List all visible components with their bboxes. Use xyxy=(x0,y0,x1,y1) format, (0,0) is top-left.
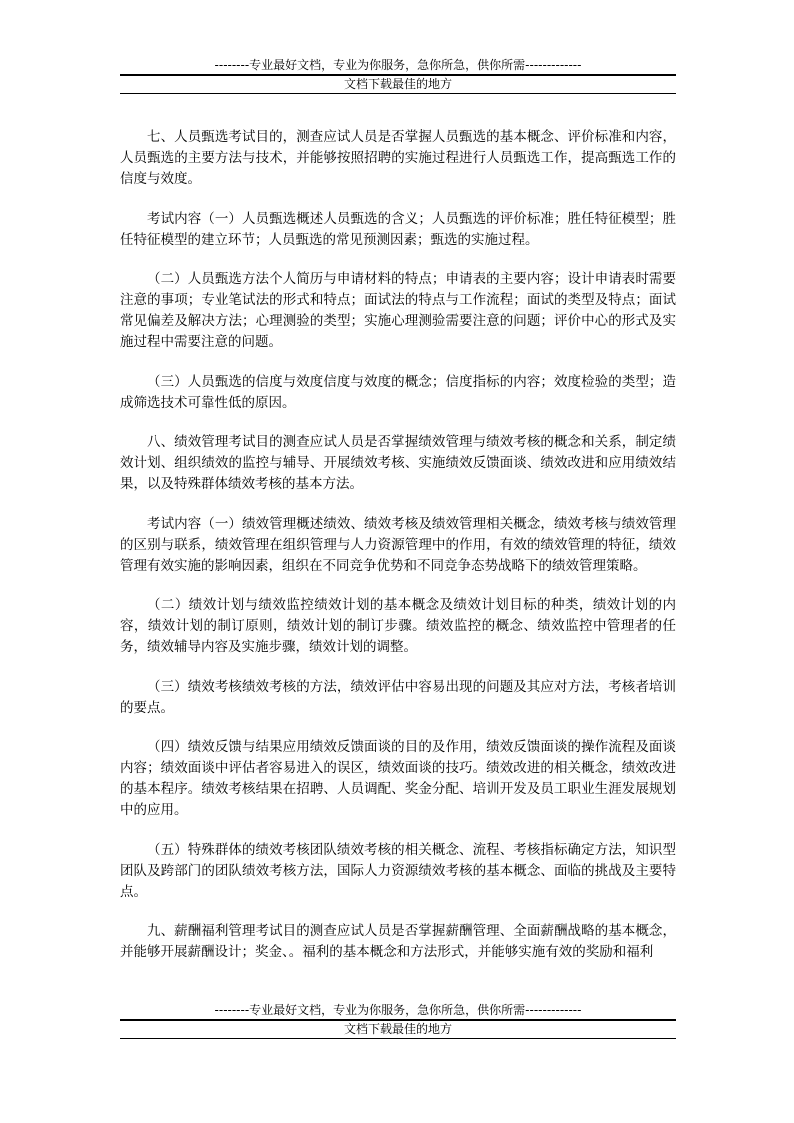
header-rule-thin xyxy=(120,93,676,94)
footer-rule-thick xyxy=(120,1019,676,1021)
paragraph-7-content-2: （二）人员甄选方法个人简历与申请材料的特点；申请表的主要内容；设计申请表时需要注意的事项；专业笔试法的形式和特点；面试法的特点与工作流程；面试的类型及特点；面试常见偏差及解决方法；心理测验的类型；实施心理测验需要注意的问题；评价中心的形式及实施过程中需要注意的问题。 xyxy=(120,271,676,350)
footer-tagline: --------专业最好文档，专业为你服务，急你所急，供你所需------------- xyxy=(214,1003,582,1017)
document-body xyxy=(120,127,676,982)
paragraph-8-content-2: （二）绩效计划与绩效监控绩效计划的基本概念及绩效计划目标的种类，绩效计划的内容，绩效计划的制订原则，绩效计划的制订步骤。绩效监控的概念、绩效监控中管理者的任务，绩效辅导内容及实施步骤，绩效计划的调整。 xyxy=(120,597,676,655)
footer-subtitle: 文档下载最佳的地方 xyxy=(343,1022,452,1036)
paragraph-8-content-3: （三）绩效考核绩效考核的方法，绩效评估中容易出现的问题及其应对方法，考核者培训的要点。 xyxy=(120,678,676,716)
paragraph-8-content-4: （四）绩效反馈与结果应用绩效反馈面谈的目的及作用，绩效反馈面谈的操作流程及面谈内容；绩效面谈中评估者容易进入的误区，绩效面谈的技巧。绩效改进的相关概念，绩效改进的基本程序。绩效考核结果在招聘、人员调配、奖金分配、培训开发及员工职业生涯发展规划中的应用。 xyxy=(120,739,676,818)
paragraph-7-content-3: （三）人员甄选的信度与效度信度与效度的概念；信度指标的内容；效度检验的类型；造成筛选技术可靠性低的原因。 xyxy=(120,373,676,411)
paragraph-8-purpose: 八、绩效管理考试目的测查应试人员是否掌握绩效管理与绩效考核的概念和关系，制定绩效计划、组织绩效的监控与辅导、开展绩效考核、实施绩效反馈面谈、绩效改进和应用绩效结果，以及特殊群体绩效考核的基本方法。 xyxy=(120,434,676,492)
paragraph-7-purpose: 七、人员甄选考试目的，测查应试人员是否掌握人员甄选的基本概念、评价标准和内容，人员甄选的主要方法与技术，并能够按照招聘的实施过程进行人员甄选工作，提高甄选工作的信度与效度。 xyxy=(120,129,676,187)
paragraph-8-content-5: （五）特殊群体的绩效考核团队绩效考核的相关概念、流程、考核指标确定方法，知识型团队及跨部门的团队绩效考核方法，国际人力资源绩效考核的基本概念、面临的挑战及主要特点。 xyxy=(120,841,676,900)
footer-rule-thin xyxy=(120,1038,676,1039)
paragraph-7-content-1: 考试内容（一）人员甄选概述人员甄选的含义；人员甄选的评价标准；胜任特征模型；胜任特征模型的建立环节；人员甄选的常见预测因素；甄选的实施过程。 xyxy=(120,210,676,248)
paragraph-8-content-1: 考试内容（一）绩效管理概述绩效、绩效考核及绩效管理相关概念，绩效考核与绩效管理的区别与联系，绩效管理在组织管理与人力资源管理中的作用，有效的绩效管理的特征，绩效管理有效实施的影响因素，组织在不同竞争优势和不同竞争态势战略下的绩效管理策略。 xyxy=(120,515,676,574)
header-rule-thick xyxy=(120,74,676,76)
header-tagline: --------专业最好文档，专业为你服务，急你所急，供你所需------------- xyxy=(214,58,582,72)
paragraph-9-purpose: 九、薪酬福利管理考试目的测查应试人员是否掌握薪酬管理、全面薪酬战略的基本概念，并能够开展薪酬设计；奖金、。福利的基本概念和方法形式，并能够实施有效的奖励和福利 xyxy=(120,923,676,960)
header-subtitle: 文档下载最佳的地方 xyxy=(343,77,452,91)
